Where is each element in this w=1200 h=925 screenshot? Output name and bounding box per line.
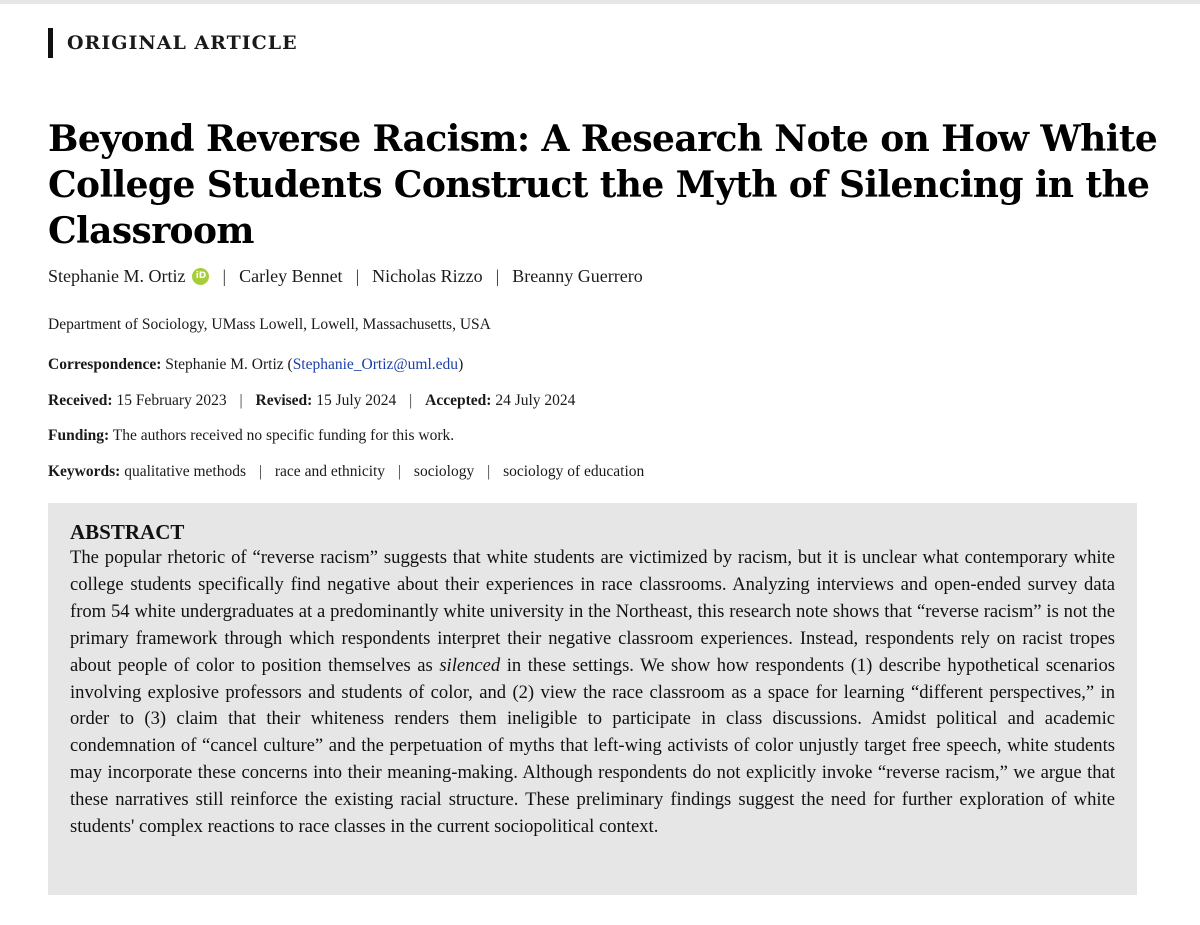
author-name[interactable]: Carley Bennet — [239, 266, 343, 286]
abstract-box — [48, 503, 1137, 895]
keywords-line — [48, 463, 644, 481]
funding-line — [48, 427, 454, 445]
author-separator: | — [222, 266, 227, 286]
author-list — [48, 266, 643, 287]
paren-open: ( — [287, 356, 293, 373]
keywords-label: Keywords: — [48, 463, 121, 480]
dates-separator: | — [409, 392, 413, 409]
keyword-separator: | — [397, 463, 402, 480]
keyword-separator: | — [487, 463, 491, 480]
received-label: Received: — [48, 392, 113, 409]
funding-label: Funding: — [48, 427, 110, 444]
abstract-text-part: in these settings. We show how respondents (1) describe hypothetical scenarios involving explosive professors and students of color, and (2) view the race classroom as a space for learning “different perspectives,” in order to (3) claim that their whiteness renders them ineligible to participate in class discussions. Amidst political and academic condemnation of “cancel culture” and the perpetuation of myths that left-wing activists of color unjustly target free speech, white students may incorporate these concerns into their meaning-making. Although respondents do not explicitly invoke “reverse racism,” we argue that these narratives still reinforce the existing racial structure. These preliminary findings suggest the need for further exploration of white students' complex reactions to race classes in the current sociopolitical context. — [70, 654, 1115, 838]
article-type-bar — [48, 28, 53, 58]
accepted-date: 24 July 2024 — [495, 392, 576, 409]
top-divider — [0, 0, 1200, 4]
article-title: Beyond Reverse Racism: A Research Note on How White College Students Construct the Myth of Silencing in the Classroom — [48, 118, 1158, 252]
keyword-item[interactable]: sociology of education — [503, 463, 645, 480]
article-type-label: ORIGINAL ARTICLE — [67, 32, 298, 54]
article-type-banner — [48, 28, 298, 58]
revised-label: Revised: — [255, 392, 313, 409]
received-date: 15 February 2023 — [116, 392, 227, 409]
author-separator: | — [495, 266, 500, 286]
abstract-italic-term: silenced — [439, 654, 501, 676]
revised-date: 15 July 2024 — [316, 392, 397, 409]
author-name[interactable]: Stephanie M. Ortiz — [48, 266, 186, 286]
keyword-separator: | — [258, 463, 263, 480]
affiliation: Department of Sociology, UMass Lowell, Lowell, Massachusetts, USA — [48, 316, 491, 333]
author-name[interactable]: Nicholas Rizzo — [372, 266, 483, 286]
author-separator: | — [355, 266, 360, 286]
paren-close: ) — [458, 356, 464, 373]
accepted-label: Accepted: — [425, 392, 492, 409]
correspondence-name: Stephanie M. Ortiz — [165, 356, 284, 373]
correspondence-line — [48, 356, 463, 374]
keyword-item[interactable]: sociology — [413, 463, 475, 480]
keyword-item[interactable]: qualitative methods — [124, 463, 247, 480]
abstract-text — [70, 545, 1115, 841]
abstract-text-part: The popular rhetoric of “reverse racism” suggests that white students are victimized by racism, but it is unclear what contemporary white college students specifically find negative about their experiences in race classrooms. Analyzing interviews and open-ended survey data from 54 white undergraduates at a predominantly white university in the Northeast, this research note shows that “reverse racism” is not the primary framework through which respondents interpret their negative classroom experiences. Instead, respondents rely on racist tropes about people of color to position themselves as — [70, 547, 1115, 676]
author-name[interactable]: Breanny Guerrero — [512, 266, 643, 286]
orcid-icon[interactable]: iD — [192, 268, 209, 285]
correspondence-label: Correspondence: — [48, 356, 162, 373]
dates-separator: | — [239, 392, 243, 409]
abstract-heading: ABSTRACT — [70, 520, 185, 544]
dates-line — [48, 392, 575, 410]
correspondence-email-link[interactable]: Stephanie_Ortiz@uml.edu — [292, 356, 459, 373]
funding-text: The authors received no specific funding for this work. — [112, 427, 455, 444]
keyword-item[interactable]: race and ethnicity — [274, 463, 386, 480]
